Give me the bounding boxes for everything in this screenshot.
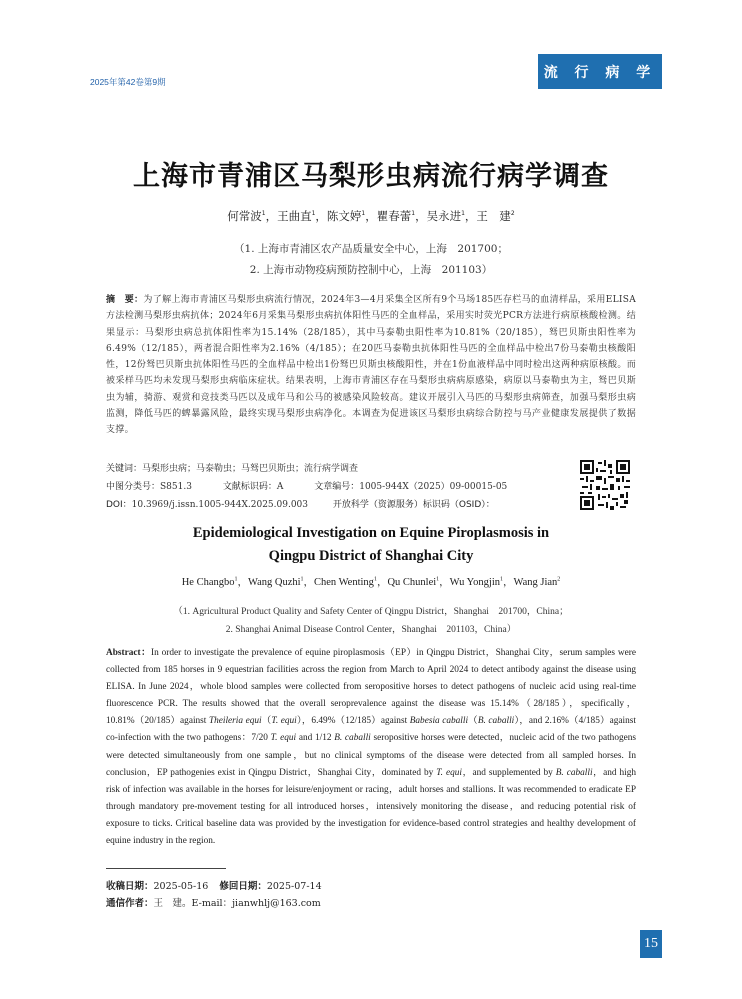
author-cn: 王 建$^2$ [476,209,515,223]
classification-line: 中图分类号：S851.3 文献标识码：A 文章编号：1005-944X（2025）09-00015-05 [106,482,508,492]
doi-line: DOI：10.3969/j.issn.1005-944X.2025.09.003 开放科学（资源服务）标识码（OSID）： [106,500,495,510]
dates-line: 收稿日期：2025-05-16 修回日期：2025-07-14 [106,881,322,892]
abstract-cn-text: 为了解上海市青浦区马梨形虫病流行情况，2024年3—4月采集全区所有9个马场185匹存栏马的血清样品，采用ELISA方法检测马梨形虫病抗体；2024年6月采集马梨形虫病抗体阳性马匹的全血样品，采用实时荧光PCR方法进行病原核酸检测。结果显示：马梨形虫病总抗体阳性率为15.14%（28/185），其中马泰勒虫阳性率为10.81%（20/185），驽巴贝斯虫阳性率为6.49%（12/185），两者混合阳性率为2.16%（4/185）；在20匹马泰勒虫抗体阳性马匹的全血样品中检出7份马泰勒虫核酸阳性，12份驽巴贝斯虫抗体阳性马匹的全血样品中检出1份驽巴贝斯虫核酸阳性，并在1份血液样品中同时检出这两种病原核酸。而被采样马匹均未发现马梨形虫病临床症状。结果表明，上海市青浦区存在马梨形虫病病原感染，病原以马泰勒虫为主，驽巴贝斯虫为辅，骑游、观赏和竞技类马匹以及成年马和公马的被感染风险较高。建议开展引入马匹的马梨形虫病筛查，加强马梨形虫病监测，降低马匹的蜱暴露风险，最终实现马梨形虫病净化。本调查为促进该区马梨形虫病综合防控与马产业健康发展提供了数据支撑。 [106,295,636,436]
keywords-cn: 关键词：马梨形虫病；马泰勒虫；马驽巴贝斯虫；流行病学调查 [106,464,359,474]
affiliation-en-1: （1. Agricultural Product Quality and Safety Center of Qingpu District，Shanghai 201700，China； [173,607,569,617]
title-en-line-1: Epidemiological Investigation on Equine Piroplasmosis in [192,525,550,541]
corresponding-author: 通信作者：王 建。E-mail：jianwhlj@163.com [106,898,321,909]
author-cn: 陈文婷$^1$， [326,209,377,223]
authors-cn [0,208,742,224]
author-cn: 吴永进$^1$， [426,209,477,223]
authors-en [0,574,742,589]
abstract-en-label: Abstract： [106,648,152,658]
author-cn: 何常波$^1$， [227,209,278,223]
author-en: He Changbo$^1$， [181,576,248,588]
author-en: Wang Jian$^2$ [513,576,561,588]
author-en: Qu Chunlei$^1$， [387,576,450,588]
title-en-line-2: Qingpu District of Shanghai City [268,548,474,564]
author-cn: 瞿春蕾$^1$， [376,209,427,223]
author-en: Wu Yongjin$^1$， [449,576,514,588]
osid-qr-code[interactable] [580,460,630,510]
abstract-cn-label: 摘 要： [106,295,144,305]
author-cn: 王曲直$^1$， [277,209,327,223]
column-tag: 流 行 病 学 [538,54,662,89]
affiliation-cn-2: 2. 上海市动物疫病预防控制中心，上海 201103） [249,264,493,276]
abstract-en: Abstract：In order to investigate the prevalence of equine piroplasmosis（EP）in Qingpu District，Shanghai City，serum samples were collected from 185 horses in 9 equestrian facilities across the region from March to April 2024 to detect antibody against the disease using ELISA. In June 2024，whole blood samples were collected from seropositive horses to detect pathogens of nucleic acid using real-time fluorescence PCR. The results showed that the overall seroprevalence against the disease was 15.14%（28/185），specifically，10.81%（20/185）against Theileria equi（T. equi），6.49%（12/185）against Babesia caballi（B. caballi），and 2.16%（4/185）against co-infection with the two pathogens：7/20 T. equi and 1/12 B. caballi seropositive horses were detected，nucleic acid of the two pathogens were detected simultaneously from one sample，but no clinical symptoms of the disease were detected from all sampled horses. In conclusion，EP pathogenies exist in Qingpu District，Shanghai City，dominated by T. equi，and supplemented by B. caballi，and high risk of infection was available in the horses for leisure/enjoyment or racing，adult horses and stallions. It was recommended to eradicate EP through mandatory pre-movement testing for all introduced horses，intensively monitoring the disease，and reducing potential risk of exposure to ticks. Critical baseline data was provided by the investigation for evidence-based control strategies and healthy development of equine industry in the region. [106,648,637,847]
affiliation-cn-1: （1. 上海市青浦区农产品质量安全中心，上海 201700； [234,243,508,255]
author-en: Chen Wenting$^1$， [314,576,388,588]
issue-info: 2025年第42卷第9期 [90,77,166,87]
abstract-cn [106,292,636,439]
title-en [0,522,742,568]
affiliation-en-2: 2. Shanghai Animal Disease Control Center，Shanghai 201103，China） [225,625,517,635]
author-en: Wang Quzhi$^1$， [248,576,315,588]
title-cn: 上海市青浦区马梨形虫病流行病学调查 [133,161,609,192]
footnote-divider [106,868,226,869]
page-number: 15 [640,930,662,958]
